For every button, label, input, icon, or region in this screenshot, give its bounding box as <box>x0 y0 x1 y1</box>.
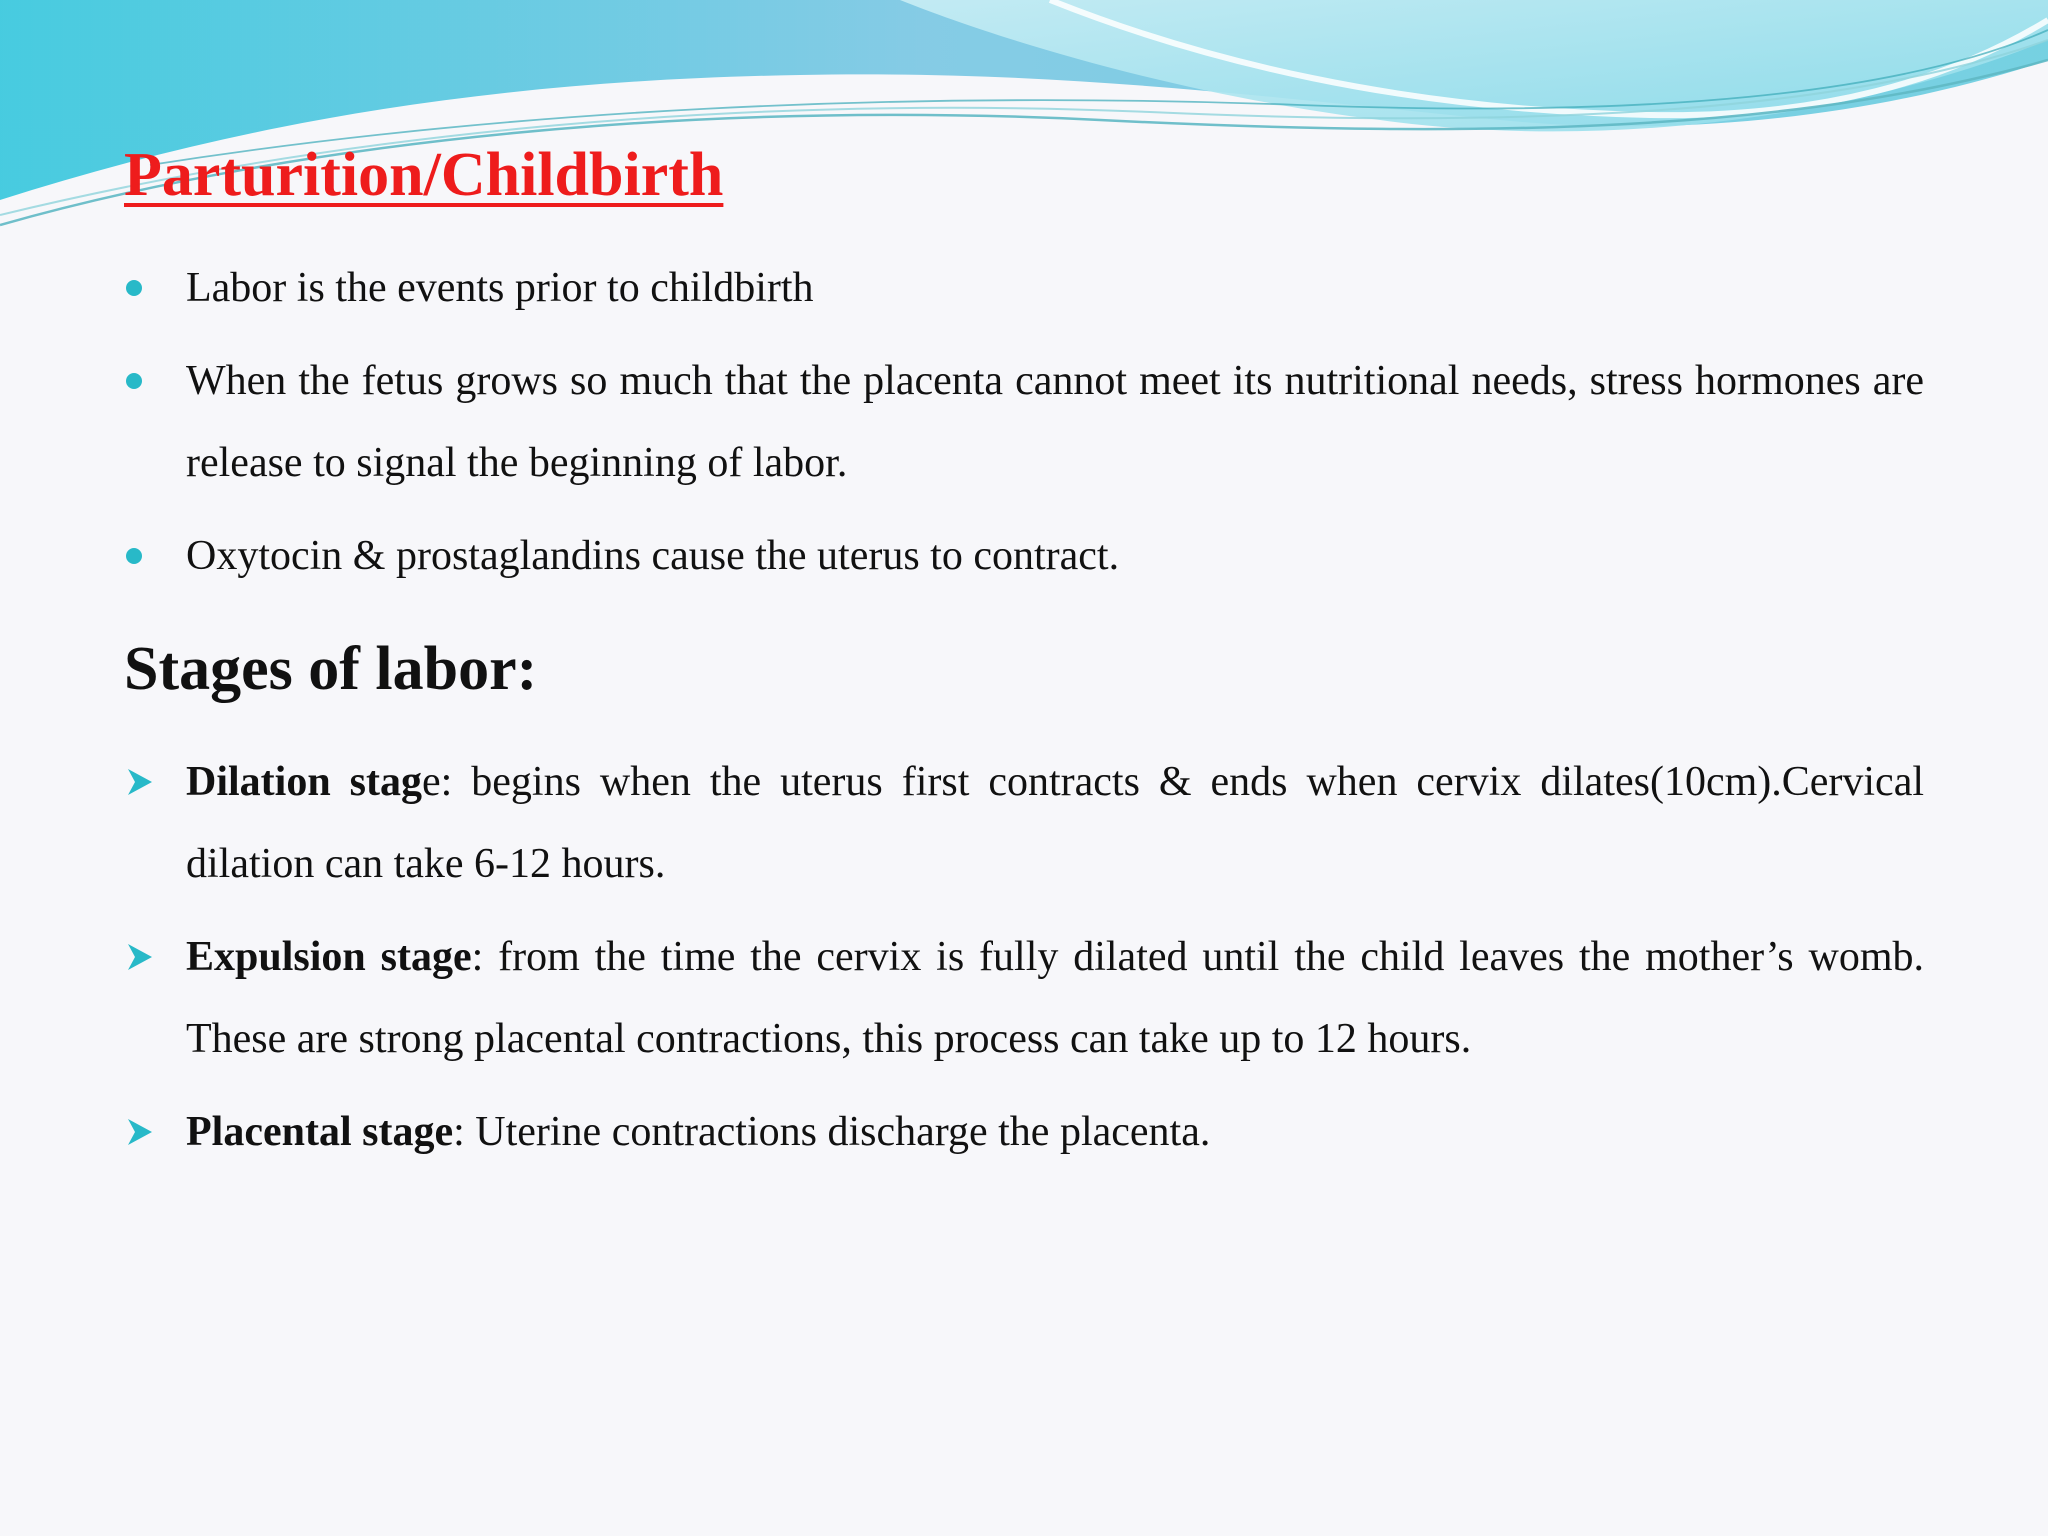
bullet-text: When the fetus grows so much that the placenta cannot meet its nutritional needs, stress hormones are release to signal the beginning of labor. <box>186 358 1924 486</box>
dot-bullet-icon <box>126 548 142 564</box>
stage-term: Dilation stag <box>186 759 422 805</box>
arrow-bullet-icon <box>126 1117 154 1147</box>
bullet-item <box>124 340 1924 504</box>
arrow-bullet-icon <box>126 767 154 797</box>
slide-title: Parturition/Childbirth <box>124 141 724 209</box>
stage-item-placental <box>124 1091 1924 1173</box>
stage-term: Placental stage <box>186 1109 454 1155</box>
stage-item-expulsion <box>124 916 1924 1080</box>
dot-bullet-icon <box>126 373 142 389</box>
stage-term-rest: e <box>421 759 441 805</box>
bullet-item <box>124 247 1924 329</box>
bullet-item <box>124 515 1924 597</box>
stages-heading: Stages of labor: <box>124 635 538 703</box>
stage-text: : from the time the cervix is fully dilated until the child leaves the mother’s womb. These are strong placental contractions, this process can take up to 12 hours. <box>186 934 1924 1062</box>
dot-bullet-icon <box>126 280 142 296</box>
stage-text: : begins when the uterus first contracts & ends when cervix dilates(10cm).Cervical dilation can take 6-12 hours. <box>186 759 1924 887</box>
stage-item-dilation <box>124 741 1924 905</box>
stage-term: Expulsion stage <box>186 934 472 980</box>
stages-list <box>124 741 1924 1184</box>
stage-text: : Uterine contractions discharge the placenta. <box>453 1109 1211 1155</box>
bullet-text: Labor is the events prior to childbirth <box>186 265 814 311</box>
bullet-text: Oxytocin & prostaglandins cause the uterus to contract. <box>186 533 1120 579</box>
intro-bullet-list <box>124 247 1924 608</box>
arrow-bullet-icon <box>126 942 154 972</box>
